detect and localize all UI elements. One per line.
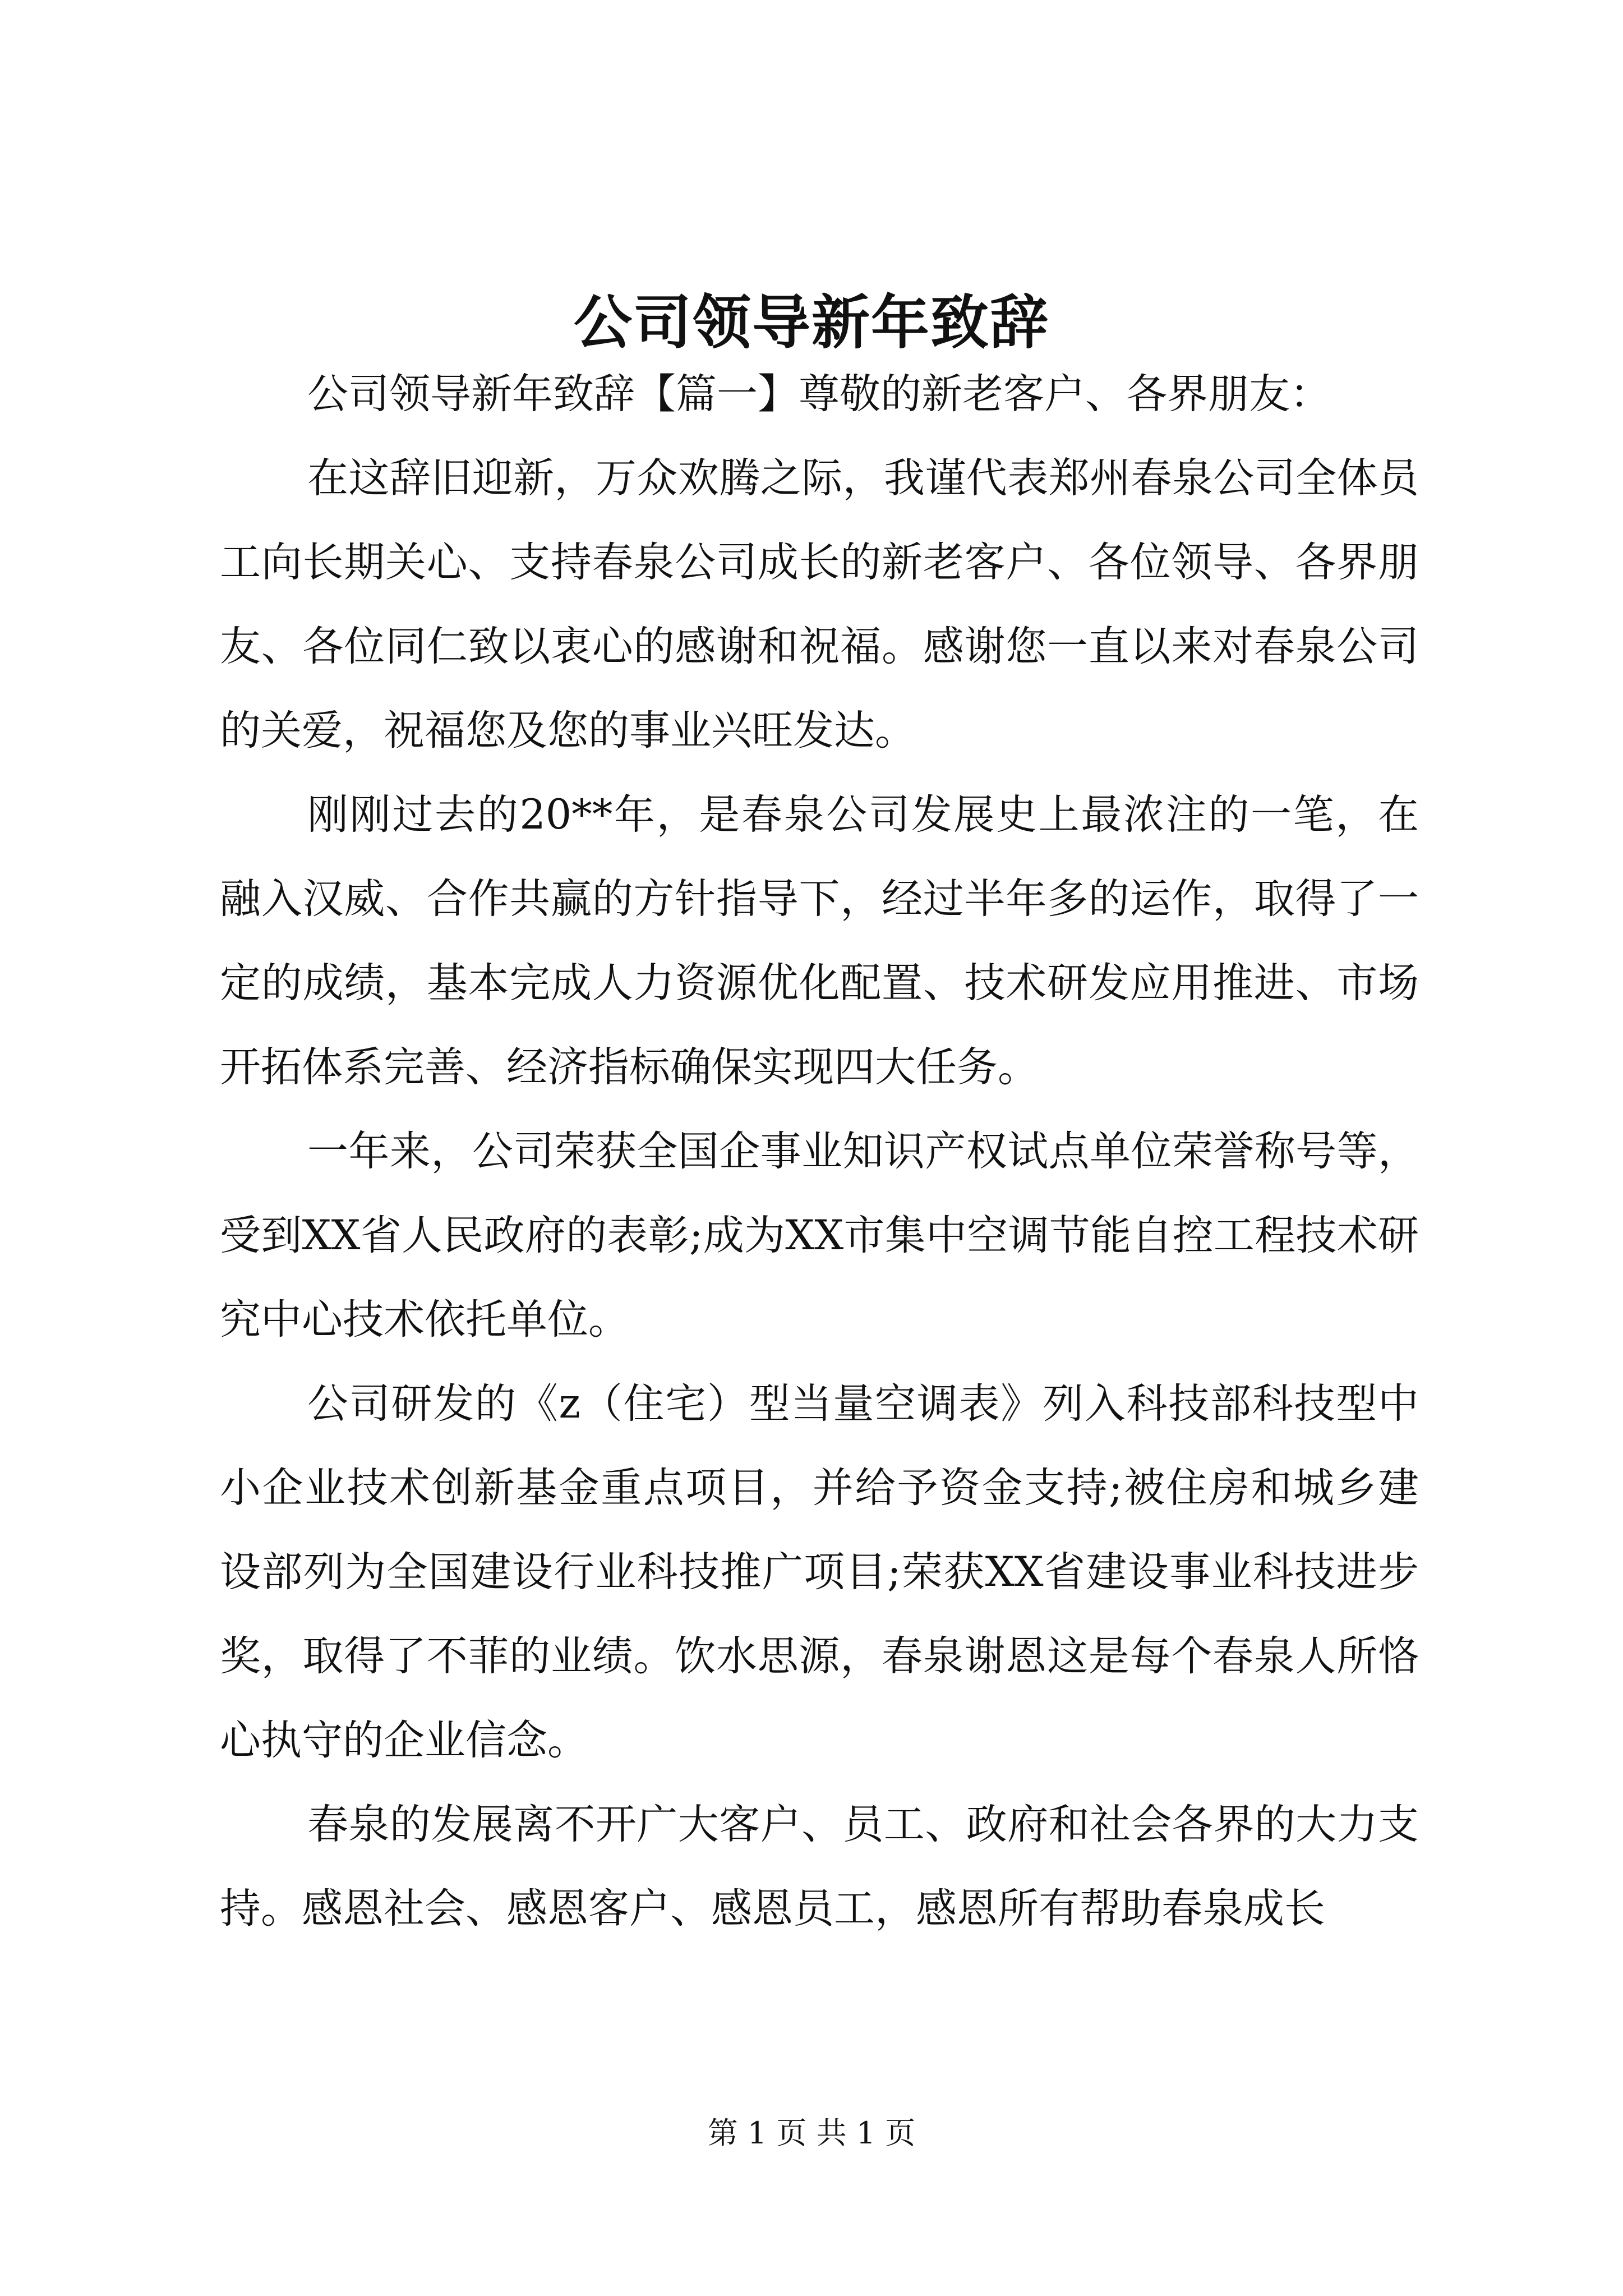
paragraph-past-year: 刚刚过去的20**年，是春泉公司发展史上最浓注的一笔，在融入汉威、合作共赢的方针指导下，经过半年多的运作，取得了一定的成绩，基本完成人力资源优化配置、技术研发应用推进、市场开拓体系完善、经济指标确保实现四大任务。 [220, 791, 1419, 1091]
paragraph-gratitude: 春泉的发展离不开广大客户、员工、政府和社会各界的大力支持。感恩社会、感恩客户、感恩员工，感恩所有帮助春泉成长 [220, 1801, 1419, 1932]
document-body [220, 352, 1419, 1951]
page-number-footer: 第 1 页 共 1 页 [707, 2115, 916, 2151]
paragraph-new-year-wishes: 在这辞旧迎新，万众欢腾之际，我谨代表郑州春泉公司全体员工向长期关心、支持春泉公司成长的新老客户、各位领导、各界朋友、各位同仁致以衷心的感谢和祝福。感谢您一直以来对春泉公司的关爱，祝福您及您的事业兴旺发达。 [220, 454, 1419, 754]
paragraph-honors: 一年来，公司荣获全国企事业知识产权试点单位荣誉称号等，受到XX省人民政府的表彰;成为XX市集中空调节能自控工程技术研究中心技术依托单位。 [220, 1128, 1419, 1343]
paragraph-research: 公司研发的《z（住宅）型当量空调表》列入科技部科技型中小企业技术创新基金重点项目，并给予资金支持;被住房和城乡建设部列为全国建设行业科技推广项目;荣获XX省建设事业科技进步奖，取得了不菲的业绩。饮水思源，春泉谢恩这是每个春泉人所恪心执守的企业信念。 [220, 1380, 1419, 1764]
paragraph-greeting: 公司领导新年致辞【篇一】尊敬的新老客户、各界朋友： [307, 370, 1331, 418]
document-title: 公司领导新年致辞 [573, 288, 1049, 357]
